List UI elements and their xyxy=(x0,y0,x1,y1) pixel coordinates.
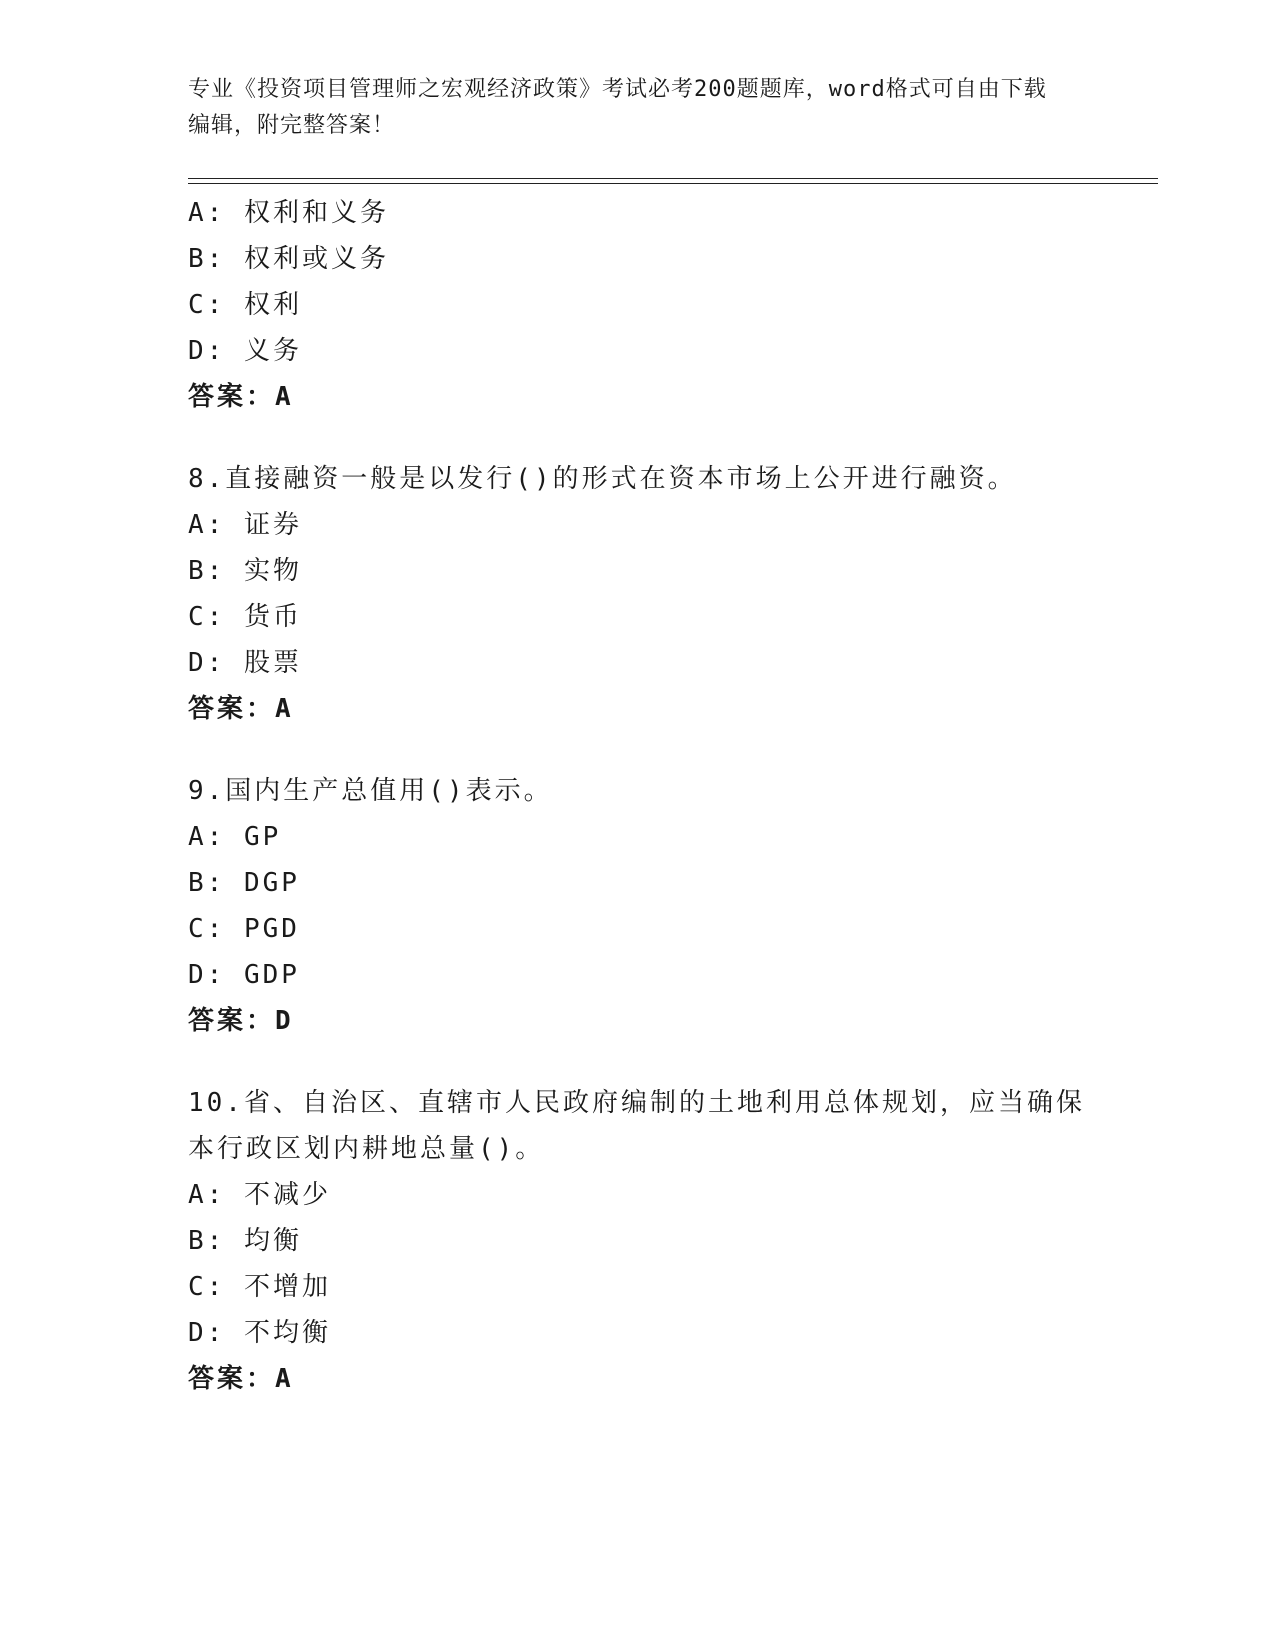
option-c: C: 不增加 xyxy=(188,1272,331,1302)
question-7 xyxy=(188,190,1088,420)
question-stem: 8.直接融资一般是以发行()的形式在资本市场上公开进行融资。 xyxy=(188,464,1017,494)
question-8 xyxy=(188,456,1088,732)
option-a: A: 不减少 xyxy=(188,1180,331,1210)
option-a: A: 证券 xyxy=(188,510,302,540)
question-list xyxy=(188,190,1088,1402)
option-b: B: 实物 xyxy=(188,556,302,586)
answer: 答案：A xyxy=(188,382,294,412)
question-10 xyxy=(188,1080,1088,1402)
option-d: D: 不均衡 xyxy=(188,1318,331,1348)
header-text: 专业《投资项目管理师之宏观经济政策》考试必考200题题库，word格式可自由下载编辑，附完整答案！ xyxy=(188,77,1047,138)
option-c: C: 货币 xyxy=(188,602,302,632)
option-b: B: 均衡 xyxy=(188,1226,302,1256)
question-stem: 9.国内生产总值用()表示。 xyxy=(188,776,553,806)
option-c: C: PGD xyxy=(188,914,300,944)
answer: 答案：A xyxy=(188,694,294,724)
header-divider-top xyxy=(188,178,1158,179)
option-b: B: 权利或义务 xyxy=(188,244,389,274)
option-d: D: 股票 xyxy=(188,648,302,678)
question-stem: 10.省、自治区、直辖市人民政府编制的土地利用总体规划，应当确保本行政区划内耕地总量()。 xyxy=(188,1088,1085,1164)
question-9 xyxy=(188,768,1088,1044)
header-divider-bottom xyxy=(188,183,1158,184)
option-a: A: 权利和义务 xyxy=(188,198,389,228)
option-a: A: GP xyxy=(188,822,282,852)
option-b: B: DGP xyxy=(188,868,300,898)
answer: 答案：D xyxy=(188,1006,294,1036)
document-header xyxy=(188,72,1068,144)
option-c: C: 权利 xyxy=(188,290,302,320)
option-d: D: 义务 xyxy=(188,336,302,366)
option-d: D: GDP xyxy=(188,960,300,990)
answer: 答案：A xyxy=(188,1364,294,1394)
